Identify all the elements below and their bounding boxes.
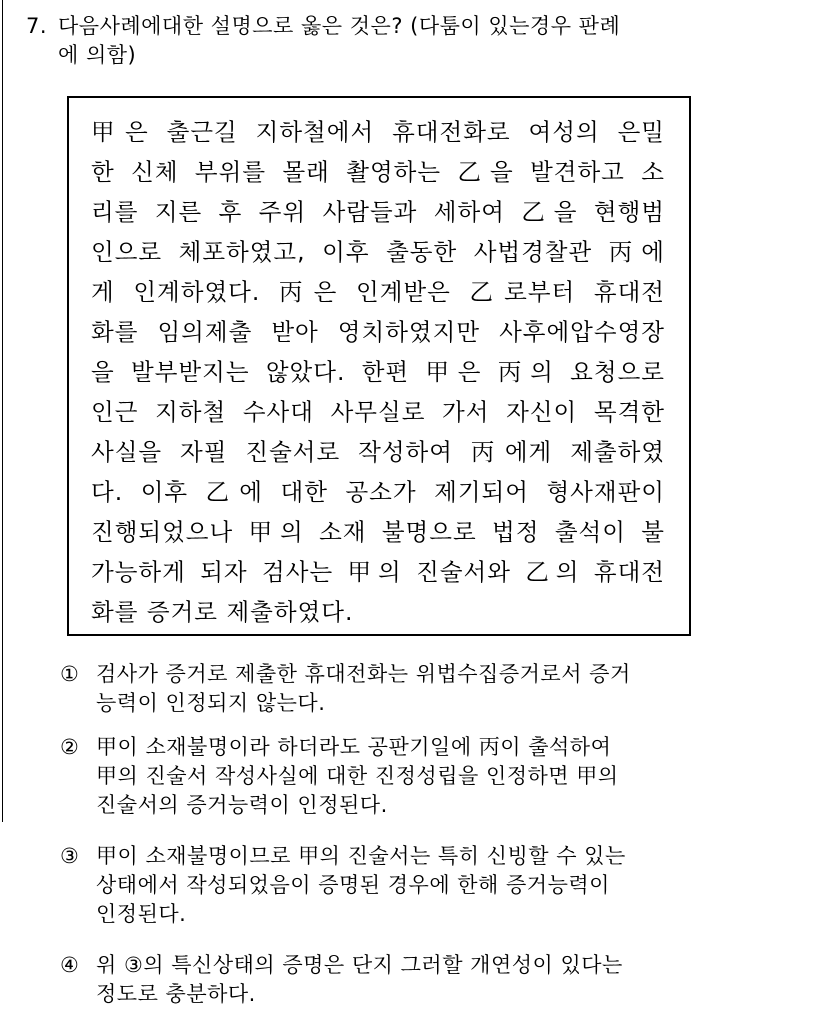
option-line: 甲이 소재불명이라 하더라도 공판기일에 丙이 출석하여: [96, 735, 612, 759]
option-line: 진술서의 증거능력이 인정된다.: [96, 793, 388, 817]
case-line: 다. 이후 乙에 대한 공소가 제기되어 형사재판이: [91, 478, 665, 506]
case-line: 리를 지른 후 주위 사람들과 세하여 乙을 현행범: [91, 198, 665, 226]
left-margin-rule: [2, 0, 3, 822]
option-2[interactable]: [60, 733, 780, 820]
case-line: 甲은 출근길 지하철에서 휴대전화로 여성의 은밀: [91, 118, 665, 146]
option-line: 甲이 소재불명이므로 甲의 진술서는 특히 신빙할 수 있는: [96, 844, 626, 868]
option-line: 甲의 진술서 작성사실에 대한 진정성립을 인정하면 甲의: [96, 764, 619, 788]
case-line: 게 인계하였다. 丙은 인계받은 乙로부터 휴대전: [91, 278, 665, 306]
option-line: 능력이 인정되지 않는다.: [96, 691, 326, 715]
option-line: 정도로 충분하다.: [96, 982, 256, 1006]
question-stem-line-2: 에 의함): [58, 43, 137, 67]
case-line: 화를 임의제출 받아 영치하였지만 사후에압수영장: [91, 318, 665, 346]
option-line: 상태에서 작성되었음이 증명된 경우에 한해 증거능력이: [96, 873, 610, 897]
case-line: 가능하게 되자 검사는 甲의 진술서와 乙의 휴대전: [91, 558, 665, 586]
question-stem-line-1: 다음사례에대한 설명으로 옳은 것은? (다툼이 있는경우 판례: [58, 14, 621, 38]
option-4[interactable]: [60, 951, 780, 1009]
case-line: 진행되었으나 甲의 소재 불명으로 법정 출석이 불: [91, 518, 665, 546]
case-text-box: [67, 96, 691, 636]
question-number: 7.: [26, 14, 48, 38]
option-line: 검사가 증거로 제출한 휴대전화는 위법수집증거로서 증거: [96, 662, 631, 686]
answer-options: [60, 660, 780, 1009]
option-marker: ③: [60, 844, 80, 868]
case-line: 사실을 자필 진술서로 작성하여 丙에게 제출하였: [91, 438, 665, 466]
option-marker: ②: [60, 735, 80, 759]
option-1[interactable]: [60, 660, 780, 718]
case-line: 인근 지하철 수사대 사무실로 가서 자신이 목격한: [91, 398, 665, 426]
option-line: 인정된다.: [96, 902, 187, 926]
option-3[interactable]: [60, 842, 780, 929]
option-marker: ④: [60, 953, 80, 977]
case-line: 인으로 체포하였고, 이후 출동한 사법경찰관 丙에: [91, 238, 665, 266]
question-stem: [26, 12, 786, 70]
case-line: 을 발부받지는 않았다. 한편 甲은 丙의 요청으로: [91, 358, 665, 386]
option-line: 위 ③의 특신상태의 증명은 단지 그러할 개연성이 있다는: [96, 953, 623, 977]
option-marker: ①: [60, 662, 80, 686]
case-line: 화를 증거로 제출하였다.: [91, 598, 354, 626]
case-line: 한 신체 부위를 몰래 촬영하는 乙을 발견하고 소: [91, 158, 665, 186]
